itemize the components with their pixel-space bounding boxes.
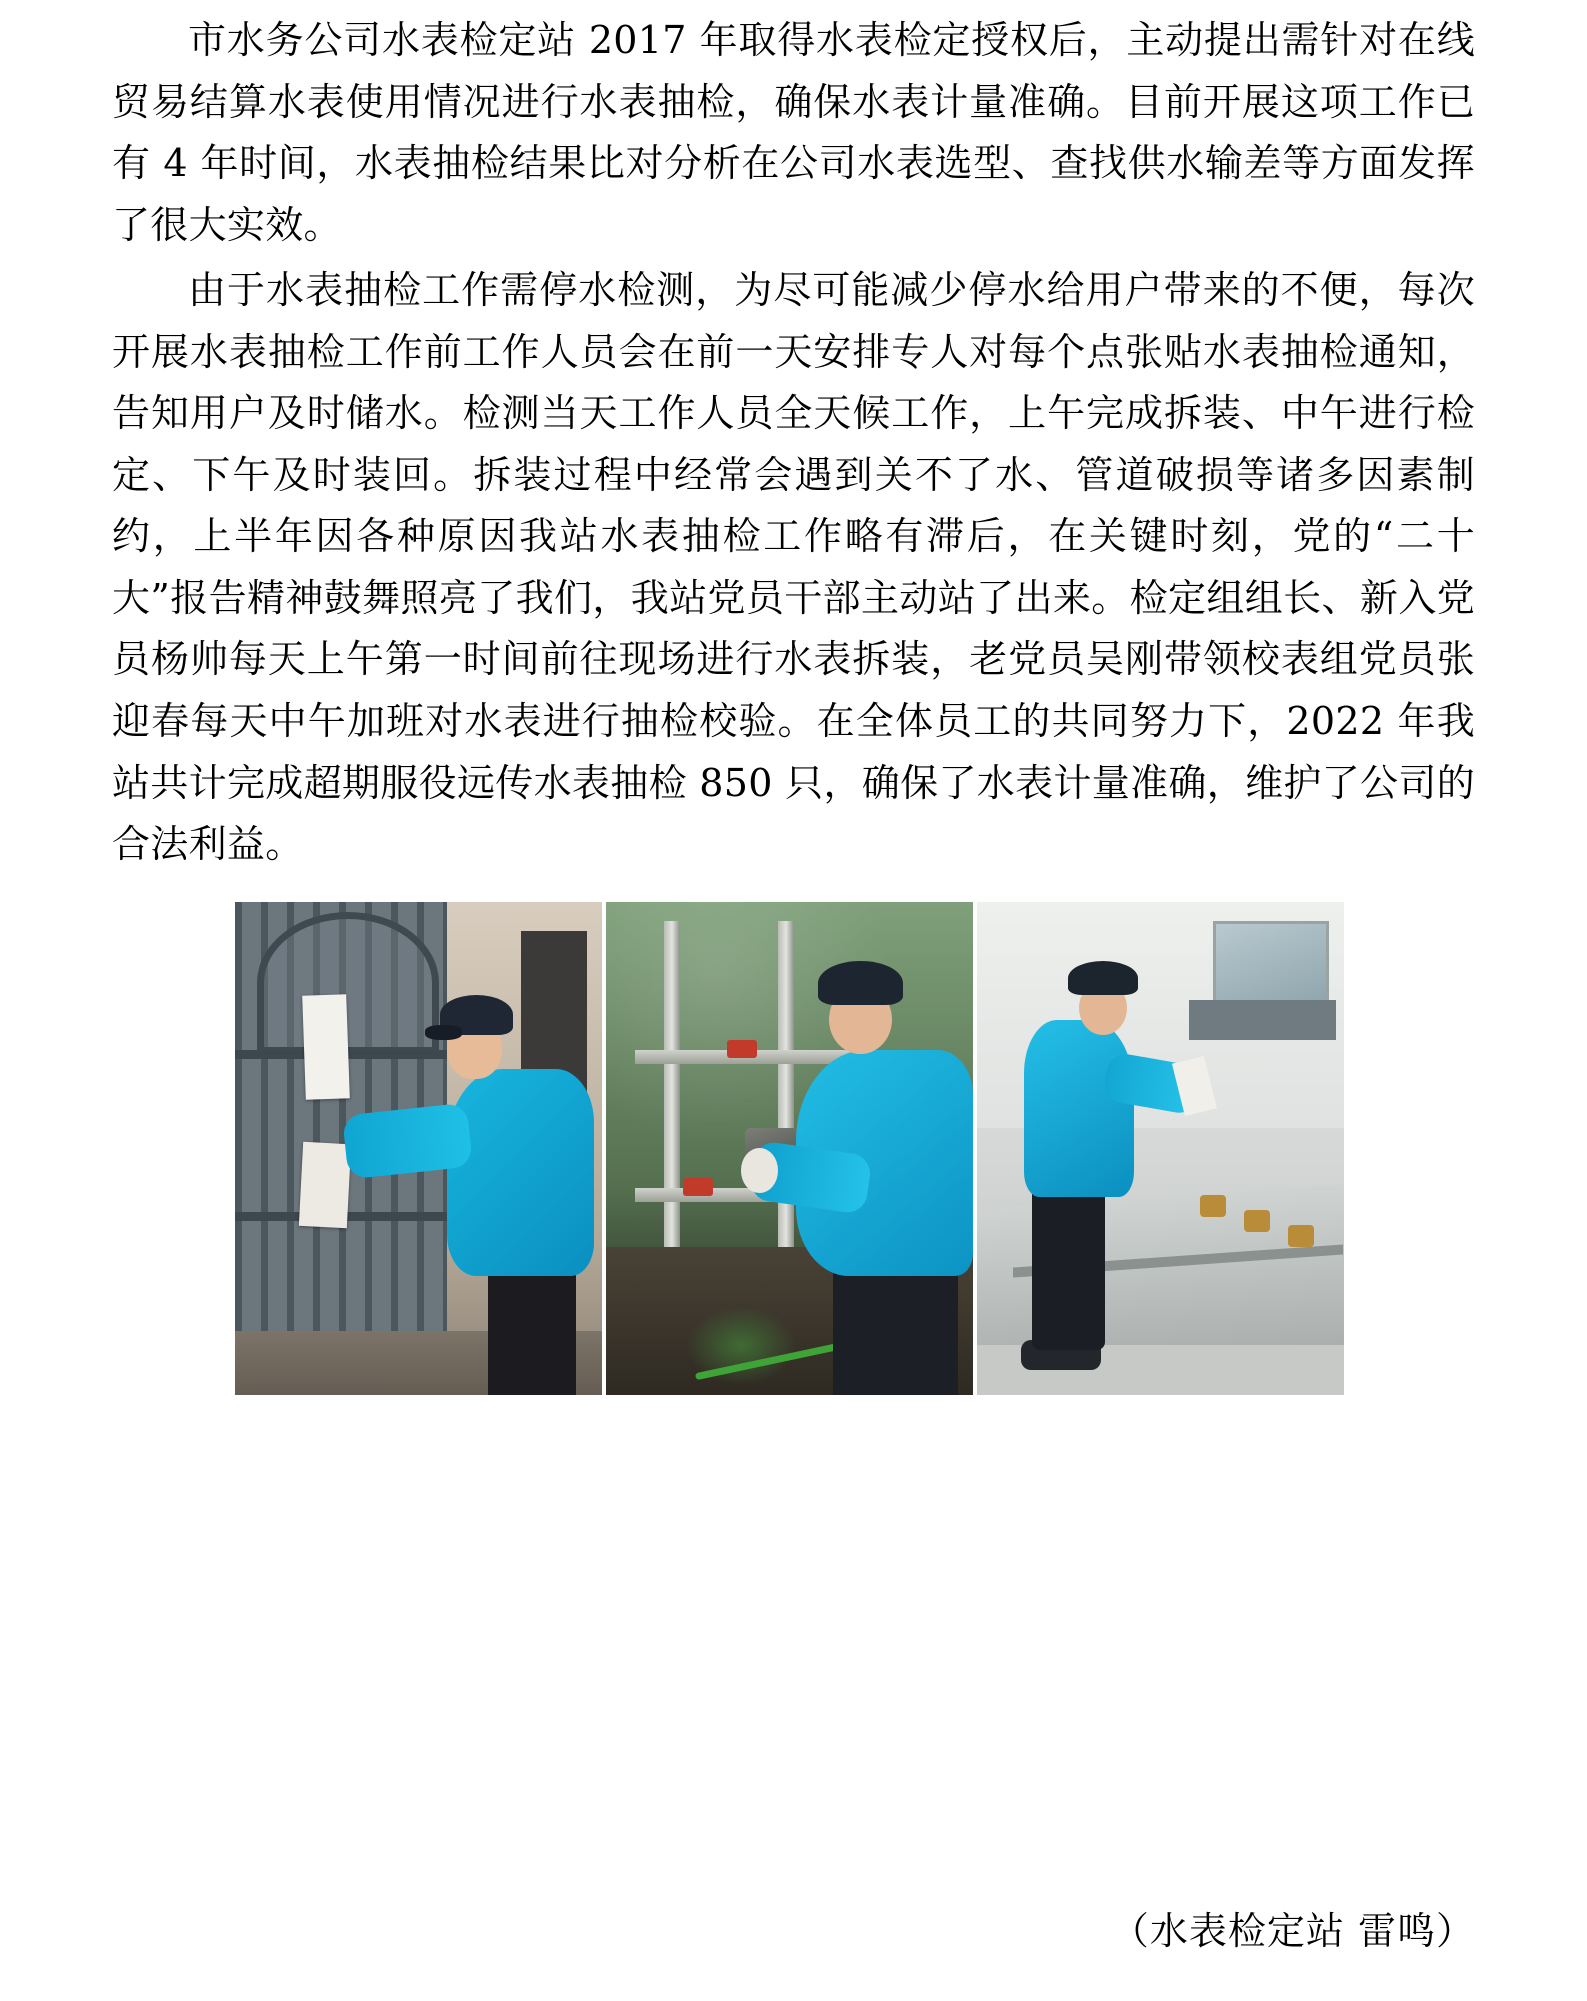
photo-posting-notice [235, 902, 602, 1395]
worker-cap [1068, 961, 1138, 996]
water-meter [1200, 1195, 1226, 1217]
red-valve [683, 1178, 713, 1196]
water-meter [1288, 1225, 1314, 1247]
worker-trousers [1032, 1183, 1105, 1351]
worker-trousers [488, 1266, 576, 1394]
photo-pipe-work [606, 902, 973, 1395]
paragraph-2: 由于水表抽检工作需停水检测，为尽可能减少停水给用户带来的不便，每次开展水表抽检工作前工作人员会在前一天安排专人对每个点张贴水表抽检通知，告知用户及时储水。检测当天工作人员全天候工作，上午完成拆装、中午进行检定、下午及时装回。拆装过程中经常会遇到关不了水、管道破损等诸多因素制约，上半年因各种原因我站水表抽检工作略有滞后，在关键时刻，党的“二十大”报告精神鼓舞照亮了我们，我站党员干部主动站了出来。检定组组长、新入党员杨帅每天上午第一时间前往现场进行水表拆装，老党员吴刚带领校表组党员张迎春每天中午加班对水表进行抽检校验。在全体员工的共同努力下，2022 年我站共计完成超期服役远传水表抽检 850 只，确保了水表计量准确，维护了公司的合法利益。 [112, 268, 1475, 867]
worker-arm [342, 1102, 473, 1179]
gate-arch [257, 912, 440, 1054]
article-body [112, 10, 1475, 876]
notice-paper [298, 1142, 350, 1228]
water-meter [1244, 1210, 1270, 1232]
red-valve [727, 1040, 757, 1058]
paragraph-1: 市水务公司水表检定站 2017 年取得水表检定授权后，主动提出需针对在线贸易结算水表使用情况进行水表抽检，确保水表计量准确。目前开展这项工作已有 4 年时间，水表抽检结果比对分析在公司水表选型、查找供水输差等方面发挥了很大实效。 [112, 18, 1475, 247]
notice-paper [302, 995, 350, 1100]
cap-brim [425, 1025, 462, 1040]
worker-jacket [447, 1069, 594, 1276]
author-signature: （水表检定站 雷鸣） [1110, 1909, 1475, 1953]
window [1213, 921, 1329, 1006]
worker-cap [818, 961, 902, 1005]
photo-lab-bench [977, 902, 1344, 1395]
worker-jacket [1024, 1020, 1134, 1197]
equipment-rack [1189, 1000, 1336, 1039]
worker-glove [741, 1148, 778, 1192]
photo-strip [234, 902, 1344, 1395]
